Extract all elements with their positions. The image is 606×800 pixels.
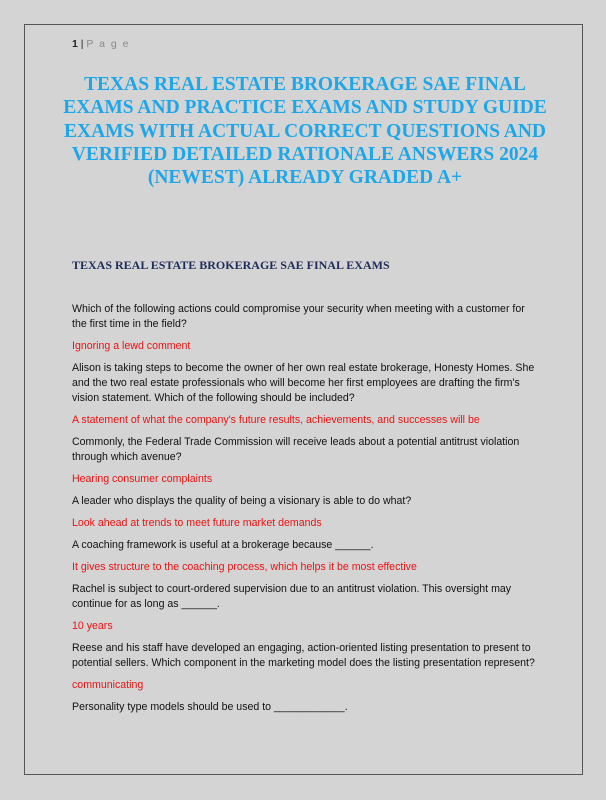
question-text: Alison is taking steps to become the owner of her own real estate brokerage, Honesty Homes. She and the two real estate professionals who will become her first employees are drafting the firm's vision statement. Which of the following should be included? bbox=[72, 362, 535, 404]
page-number-value: 1 bbox=[72, 38, 78, 50]
answer-text: Ignoring a lewd comment bbox=[72, 340, 191, 352]
page-number bbox=[72, 38, 130, 50]
answer-text: communicating bbox=[72, 679, 144, 691]
document-page bbox=[24, 24, 583, 775]
question-text: Personality type models should be used to ____________. bbox=[72, 701, 348, 713]
page-number-separator: | bbox=[77, 38, 87, 50]
question-text: A leader who displays the quality of being a visionary is able to do what? bbox=[72, 495, 412, 507]
question-text: Which of the following actions could compromise your security when meeting with a customer for the first time in the field? bbox=[72, 303, 525, 330]
question-text: A coaching framework is useful at a brokerage because ______. bbox=[72, 539, 374, 551]
qa-list bbox=[72, 302, 542, 722]
document-title: TEXAS REAL ESTATE BROKERAGE SAE FINAL EXAMS AND PRACTICE EXAMS AND STUDY GUIDE EXAMS WITH ACTUAL CORRECT QUESTIONS AND VERIFIED DETAILED RATIONALE ANSWERS 2024 (NEWEST) ALREADY GRADED A+ bbox=[63, 74, 547, 189]
answer-text: Hearing consumer complaints bbox=[72, 473, 213, 485]
answer-text: A statement of what the company's future results, achievements, and successes will be bbox=[72, 414, 480, 426]
answer-text: 10 years bbox=[72, 620, 113, 632]
answer-text: Look ahead at trends to meet future market demands bbox=[72, 517, 322, 529]
section-heading: TEXAS REAL ESTATE BROKERAGE SAE FINAL EXAMS bbox=[72, 258, 390, 272]
question-text: Rachel is subject to court-ordered supervision due to an antitrust violation. This oversight may continue for as long as ______. bbox=[72, 583, 512, 610]
question-text: Commonly, the Federal Trade Commission will receive leads about a potential antitrust violation through which avenue? bbox=[72, 436, 520, 463]
question-text: Reese and his staff have developed an engaging, action-oriented listing presentation to present to potential sellers. Which component in the marketing model does the listing presentation represent? bbox=[72, 642, 535, 669]
answer-text: It gives structure to the coaching process, which helps it be most effective bbox=[72, 561, 417, 573]
page-number-label: P a g e bbox=[86, 38, 130, 50]
